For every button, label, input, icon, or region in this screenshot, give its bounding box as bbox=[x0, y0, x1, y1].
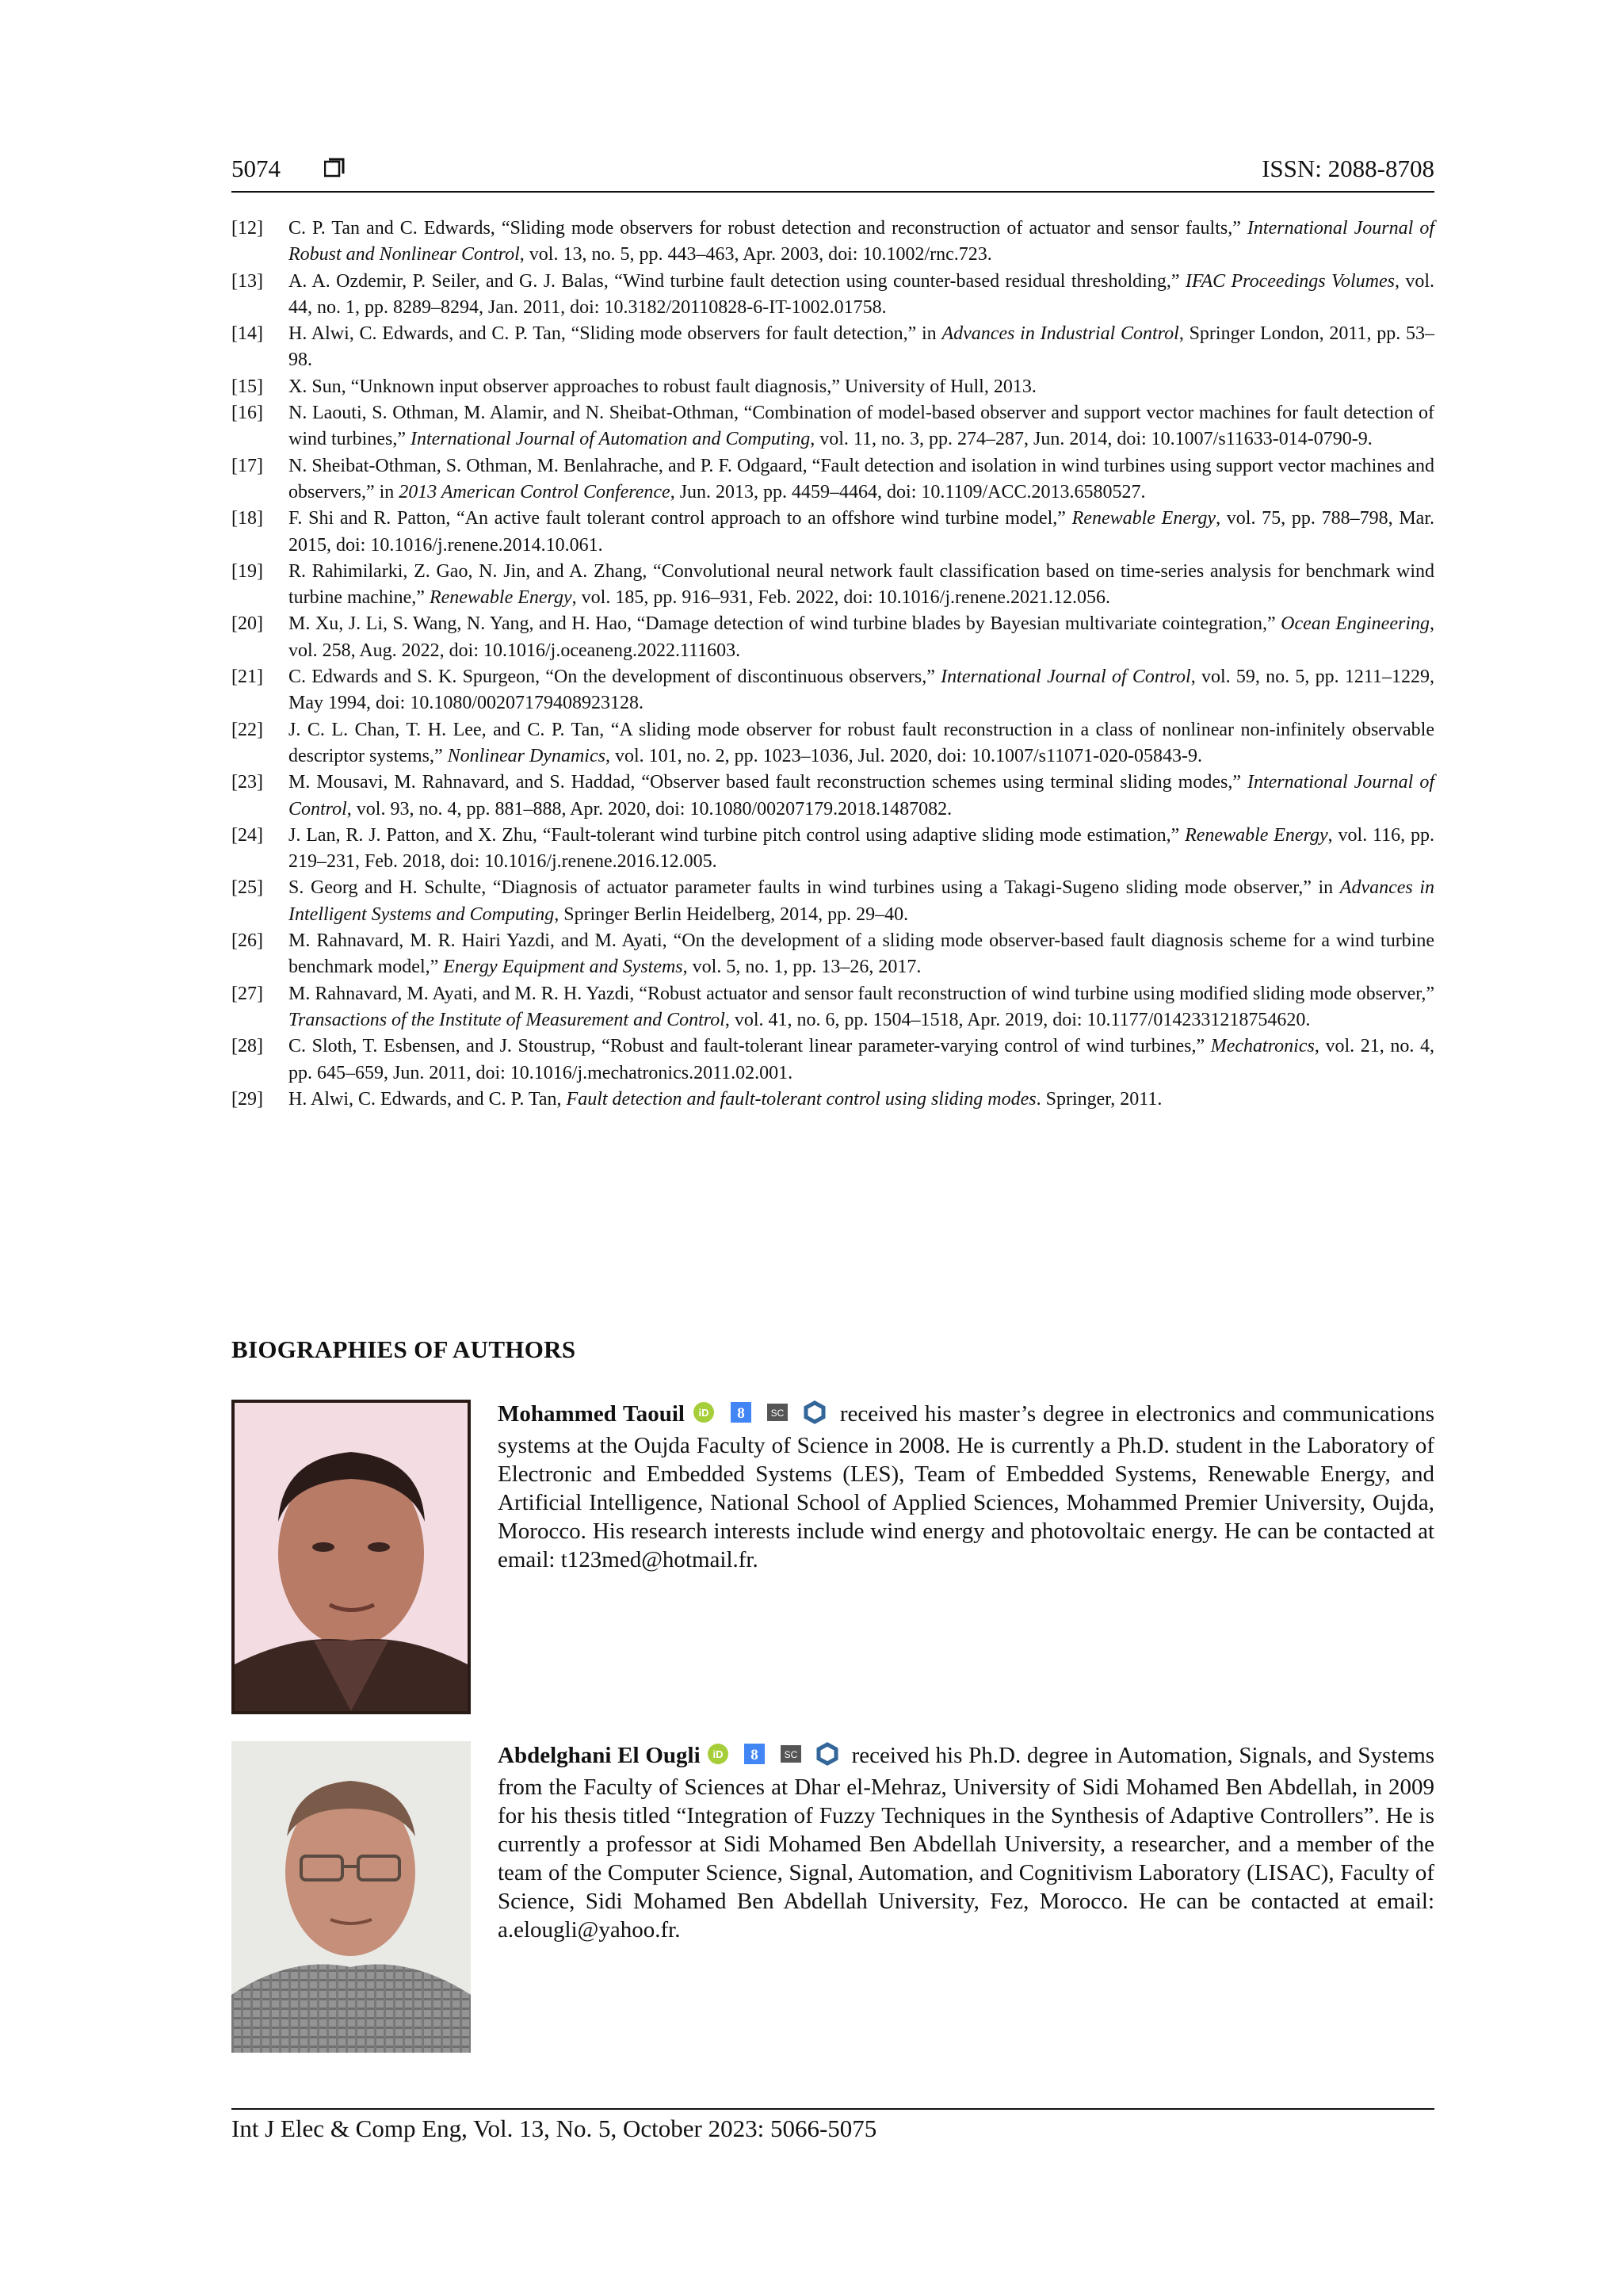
reference-text-part: N. Sheibat-Othman, S. Othman, M. Benlahrache, and P. F. Odgaard, “Fault detection and isolation in wind turbines using support vector machines and observers,” in bbox=[288, 455, 1434, 502]
author-name: Abdelghani El Ougli bbox=[498, 1743, 701, 1768]
reference-text-part: , Jun. 2013, pp. 4459–4464, doi: 10.1109/ACC.2013.6580527. bbox=[670, 481, 1146, 502]
reference-venue: Renewable Energy bbox=[429, 587, 572, 609]
reference-text-part: C. Sloth, T. Esbensen, and J. Stoustrup, “Robust and fault-tolerant linear parameter-varying control of wind turbines,” bbox=[288, 1036, 1211, 1057]
reference-text-part: , vol. 258, Aug. 2022, doi: 10.1016/j.oceaneng.2022.111603. bbox=[288, 613, 1434, 661]
reference-item bbox=[231, 611, 1434, 664]
page-number: 5074 bbox=[231, 155, 281, 182]
reference-item bbox=[231, 400, 1434, 453]
reference-item bbox=[231, 374, 1434, 400]
reference-text bbox=[288, 928, 1434, 981]
author-photo-taouil bbox=[231, 1400, 471, 1714]
reference-item bbox=[231, 823, 1434, 876]
reference-item bbox=[231, 928, 1434, 981]
reference-text-part: M. Mousavi, M. Rahnavard, and S. Haddad, “Observer based fault reconstruction schemes using terminal sliding modes,” bbox=[288, 772, 1247, 793]
reference-number: [12] bbox=[231, 218, 263, 239]
reference-number: [17] bbox=[231, 455, 263, 476]
reference-venue: International Journal of Automation and Computing bbox=[410, 429, 811, 450]
reference-text bbox=[288, 1087, 1434, 1113]
svg-text:8: 8 bbox=[750, 1747, 758, 1763]
reference-text-part: , vol. 11, no. 3, pp. 274–287, Jun. 2014, doi: 10.1007/s11633-014-0790-9. bbox=[810, 429, 1373, 450]
svg-text:iD: iD bbox=[712, 1748, 724, 1760]
reference-text-part: . Springer, 2011. bbox=[1036, 1088, 1163, 1110]
reference-text-part: , vol. 5, no. 1, pp. 13–26, 2017. bbox=[682, 957, 922, 978]
reference-text-part: , vol. 41, no. 6, pp. 1504–1518, Apr. 2019, doi: 10.1177/0142331218754620. bbox=[724, 1009, 1311, 1030]
reference-text bbox=[288, 770, 1434, 823]
reference-text bbox=[288, 664, 1434, 717]
reference-venue: International Journal of Control bbox=[288, 772, 1434, 819]
journal-citation: Int J Elec & Comp Eng, Vol. 13, No. 5, October 2023: 5066-5075 bbox=[231, 2115, 877, 2142]
reference-item bbox=[231, 717, 1434, 770]
biographies-heading: BIOGRAPHIES OF AUTHORS bbox=[231, 1335, 576, 1363]
reference-text-part: J. C. L. Chan, T. H. Lee, and C. P. Tan, “A sliding mode observer for robust fault reconstruction in a class of nonlinear non-infinitely observable descriptor systems,” bbox=[288, 719, 1434, 766]
reference-venue: Advances in Intelligent Systems and Computing bbox=[288, 877, 1435, 925]
reference-venue: Nonlinear Dynamics bbox=[447, 745, 605, 766]
reference-text bbox=[288, 374, 1434, 400]
issn: ISSN: 2088-8708 bbox=[1262, 155, 1434, 182]
author-bio-text: received his Ph.D. degree in Automation, Signals, and Systems from the Faculty of Sciences at Dhar el-Mehraz, University of Sidi Mohamed Ben Abdellah, in 2009 for his thesis titled “Integration of Fuzzy Techniques in the Synthesis of Adaptive Controllers”. He is currently a professor at Sidi Mohamed Ben Abdellah University, a researcher, and a member of the team of the Computer Science, Signal, Automation, and Cognitivism Laboratory (LISAC), Faculty of Science, Sidi Mohamed Ben Abdellah University, Fez, Morocco. He can be contacted at email: a.elougli@yahoo.fr. bbox=[498, 1743, 1435, 1943]
reference-text bbox=[288, 1033, 1434, 1087]
scopus-icon[interactable] bbox=[779, 1742, 803, 1773]
reference-number: [16] bbox=[231, 403, 263, 424]
reference-venue: Ocean Engineering bbox=[1281, 613, 1430, 635]
google-scholar-icon[interactable] bbox=[729, 1400, 753, 1431]
reference-text bbox=[288, 321, 1434, 374]
reference-number: [20] bbox=[231, 613, 263, 635]
reference-number: [15] bbox=[231, 376, 263, 397]
reference-venue: Energy Equipment and Systems bbox=[443, 957, 683, 978]
reference-text-part: , vol. 21, no. 4, pp. 645–659, Jun. 2011, doi: 10.1016/j.mechatronics.2011.02.001. bbox=[288, 1036, 1435, 1083]
reference-number: [18] bbox=[231, 508, 263, 529]
page-header bbox=[231, 153, 1434, 193]
reference-venue: Fault detection and fault-tolerant control using sliding modes bbox=[566, 1088, 1037, 1110]
google-scholar-icon[interactable] bbox=[743, 1742, 766, 1773]
reference-text-part: , vol. 44, no. 1, pp. 8289–8294, Jan. 2011, doi: 10.3182/20110828-6-IT-1002.01758. bbox=[288, 270, 1435, 318]
author-bio-elougli bbox=[498, 1741, 1434, 1944]
svg-text:SC: SC bbox=[771, 1408, 785, 1419]
reference-text bbox=[288, 506, 1434, 559]
reference-text-part: , Springer London, 2011, pp. 53–98. bbox=[288, 323, 1435, 371]
author-photo-elougli bbox=[231, 1741, 471, 2053]
reference-venue: International Journal of Robust and Nonlinear Control bbox=[288, 218, 1435, 266]
reference-venue: Transactions of the Institute of Measurement and Control bbox=[288, 1009, 725, 1030]
reference-text-part: C. Edwards and S. K. Spurgeon, “On the development of discontinuous observers,” bbox=[288, 667, 941, 688]
publons-icon[interactable] bbox=[803, 1400, 827, 1431]
reference-venue: IFAC Proceedings Volumes bbox=[1185, 270, 1395, 292]
reference-text bbox=[288, 981, 1434, 1034]
reference-item bbox=[231, 664, 1434, 717]
reference-number: [26] bbox=[231, 930, 263, 952]
reference-number: [29] bbox=[231, 1088, 263, 1110]
reference-number: [22] bbox=[231, 719, 263, 740]
author-bio-taouil bbox=[498, 1400, 1434, 1574]
svg-text:SC: SC bbox=[784, 1749, 798, 1760]
reference-text bbox=[288, 559, 1434, 612]
svg-text:iD: iD bbox=[698, 1407, 709, 1419]
reference-item bbox=[231, 321, 1434, 374]
reference-text-part: S. Georg and H. Schulte, “Diagnosis of actuator parameter faults in wind turbines using a Takagi-Sugeno sliding mode observer,” in bbox=[288, 877, 1340, 899]
reference-text-part: H. Alwi, C. Edwards, and C. P. Tan, bbox=[288, 1088, 567, 1110]
reference-venue: Renewable Energy bbox=[1185, 824, 1328, 846]
reference-text-part: J. Lan, R. J. Patton, and X. Zhu, “Fault-tolerant wind turbine pitch control using adaptive sliding mode estimation,” bbox=[288, 824, 1186, 846]
reference-text-part: H. Alwi, C. Edwards, and C. P. Tan, “Sliding mode observers for fault detection,” in bbox=[288, 323, 942, 345]
reference-text bbox=[288, 823, 1434, 876]
reference-text bbox=[288, 269, 1434, 322]
scopus-icon[interactable] bbox=[766, 1400, 789, 1431]
reference-text bbox=[288, 400, 1434, 453]
reference-item bbox=[231, 1087, 1434, 1113]
reference-number: [28] bbox=[231, 1036, 263, 1057]
reference-text-part: M. Rahnavard, M. Ayati, and M. R. H. Yazdi, “Robust actuator and sensor fault reconstruction of wind turbine using modified sliding mode observer,” bbox=[288, 983, 1434, 1004]
reference-text-part: M. Xu, J. Li, S. Wang, N. Yang, and H. Hao, “Damage detection of wind turbine blades by Bayesian multivariate cointegration,” bbox=[288, 613, 1281, 635]
svg-text:8: 8 bbox=[736, 1405, 745, 1422]
reference-text-part: , vol. 116, pp. 219–231, Feb. 2018, doi: 10.1016/j.renene.2016.12.005. bbox=[288, 824, 1434, 873]
author-bio-text: received his master’s degree in electronics and communications systems at the Oujda Faculty of Science in 2008. He is currently a Ph.D. student in the Laboratory of Electronic and Embedded Systems (LES), Team of Embedded Systems, Renewable Energy, and Artificial Intelligence, National School of Applied Sciences, Mohammed Premier University, Oujda, Morocco. His research interests include wind energy and photovoltaic energy. He can be contacted at email: t123med@hotmail.fr. bbox=[498, 1401, 1435, 1572]
reference-item bbox=[231, 216, 1434, 269]
reference-venue: 2013 American Control Conference bbox=[399, 481, 670, 502]
author-name: Mohammed Taouil bbox=[498, 1401, 685, 1427]
reference-text-part: F. Shi and R. Patton, “An active fault tolerant control approach to an offshore wind turbine model,” bbox=[288, 508, 1072, 529]
reference-text-part: , vol. 93, no. 4, pp. 881–888, Apr. 2020, doi: 10.1080/00207179.2018.1487082. bbox=[346, 798, 953, 819]
reference-item bbox=[231, 453, 1434, 506]
reference-number: [21] bbox=[231, 667, 263, 688]
reference-item bbox=[231, 770, 1434, 823]
checkbox-square-icon bbox=[324, 158, 345, 178]
reference-number: [19] bbox=[231, 560, 263, 582]
reference-text-part: , vol. 13, no. 5, pp. 443–463, Apr. 2003, doi: 10.1002/rnc.723. bbox=[519, 244, 992, 266]
reference-item bbox=[231, 559, 1434, 612]
reference-text-part: R. Rahimilarki, Z. Gao, N. Jin, and A. Zhang, “Convolutional neural network fault classification based on time-series analysis for benchmark wind turbine machine,” bbox=[288, 560, 1434, 609]
reference-text-part: , vol. 75, pp. 788–798, Mar. 2015, doi: 10.1016/j.renene.2014.10.061. bbox=[288, 508, 1435, 556]
reference-text-part: , vol. 185, pp. 916–931, Feb. 2022, doi: 10.1016/j.renene.2021.12.056. bbox=[571, 587, 1110, 609]
orcid-icon[interactable] bbox=[692, 1400, 716, 1431]
reference-item bbox=[231, 875, 1434, 928]
reference-item bbox=[231, 981, 1434, 1034]
reference-text bbox=[288, 611, 1434, 664]
reference-text-part: , vol. 101, no. 2, pp. 1023–1036, Jul. 2020, doi: 10.1007/s11071-020-05843-9. bbox=[605, 745, 1203, 766]
reference-venue: Advances in Industrial Control bbox=[941, 323, 1179, 345]
references-list bbox=[231, 216, 1434, 1113]
reference-item bbox=[231, 269, 1434, 322]
reference-number: [14] bbox=[231, 323, 263, 345]
reference-text bbox=[288, 717, 1434, 770]
reference-number: [25] bbox=[231, 877, 263, 899]
reference-item bbox=[231, 506, 1434, 559]
reference-number: [24] bbox=[231, 824, 263, 846]
reference-text-part: M. Rahnavard, M. R. Hairi Yazdi, and M. Ayati, “On the development of a sliding mode observer-based fault diagnosis scheme for a wind turbine benchmark model,” bbox=[288, 930, 1434, 978]
reference-venue: International Journal of Control bbox=[941, 667, 1191, 688]
reference-number: [13] bbox=[231, 270, 263, 292]
reference-text-part: , Springer Berlin Heidelberg, 2014, pp. 29–40. bbox=[554, 904, 909, 925]
reference-number: [23] bbox=[231, 772, 263, 793]
reference-venue: Mechatronics bbox=[1210, 1036, 1315, 1057]
reference-text-part: X. Sun, “Unknown input observer approaches to robust fault diagnosis,” University of Hull, 2013. bbox=[288, 376, 1037, 397]
reference-venue: Renewable Energy bbox=[1071, 508, 1216, 529]
reference-text-part: A. A. Ozdemir, P. Seiler, and G. J. Balas, “Wind turbine fault detection using counter-based residual thresholding,” bbox=[288, 270, 1186, 292]
reference-text-part: , vol. 59, no. 5, pp. 1211–1229, May 1994, doi: 10.1080/00207179408923128. bbox=[288, 667, 1435, 714]
reference-text-part: N. Laouti, S. Othman, M. Alamir, and N. Sheibat-Othman, “Combination of model-based observer and support vector machines for fault detection of wind turbines,” bbox=[288, 403, 1434, 450]
reference-text bbox=[288, 216, 1434, 269]
reference-text-part: C. P. Tan and C. Edwards, “Sliding mode observers for robust detection and reconstruction of actuator and sensor faults,” bbox=[288, 218, 1247, 239]
orcid-icon[interactable] bbox=[706, 1742, 730, 1773]
page-footer bbox=[231, 2108, 1434, 2143]
reference-text bbox=[288, 875, 1434, 928]
reference-item bbox=[231, 1033, 1434, 1087]
reference-number: [27] bbox=[231, 983, 263, 1004]
publons-icon[interactable] bbox=[815, 1742, 839, 1773]
reference-text bbox=[288, 453, 1434, 506]
